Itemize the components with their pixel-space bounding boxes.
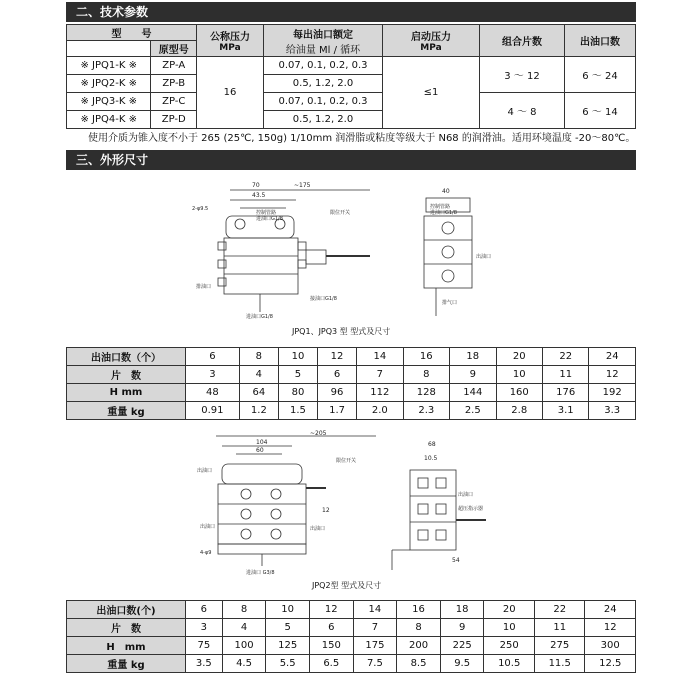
row-label: 重量 kg — [67, 655, 186, 673]
table-cell: 8.5 — [397, 655, 441, 673]
table-cell: 7.5 — [353, 655, 397, 673]
table-cell: 14 — [357, 348, 403, 366]
table-row — [67, 384, 636, 402]
table-row — [67, 619, 636, 637]
cell-combo: 3 ～ 12 — [480, 57, 565, 93]
cell-model: ※ JPQ4-K ※ — [67, 111, 151, 129]
table-cell: 144 — [450, 384, 496, 402]
svg-text:43.5: 43.5 — [252, 192, 266, 199]
table-cell: 6 — [186, 348, 240, 366]
table-cell: 125 — [266, 637, 310, 655]
svg-text:控制管路: 控制管路 — [256, 210, 277, 216]
figure-jpq2 — [196, 430, 496, 582]
table-cell: 3.3 — [589, 402, 636, 420]
table-cell: 12 — [589, 366, 636, 384]
table-cell: 2.3 — [403, 402, 449, 420]
svg-text:接油口G1/8: 接油口G1/8 — [310, 296, 337, 302]
svg-text:出油口: 出油口 — [197, 468, 213, 474]
table-cell: 9.5 — [440, 655, 484, 673]
table-cell: 5 — [278, 366, 317, 384]
cell-combo: 4 ～ 8 — [480, 93, 565, 129]
row-label: 片 数 — [67, 619, 186, 637]
section-title-dimensions: 三、外形尺寸 — [66, 150, 636, 170]
table-cell: 16 — [397, 601, 441, 619]
cell-orig: ZP-D — [151, 111, 197, 129]
table-cell: 225 — [440, 637, 484, 655]
table-cell: 64 — [239, 384, 278, 402]
table-cell: 6 — [318, 366, 357, 384]
th-output: 每出油口额定 给油量 Ml / 循环 — [264, 25, 383, 57]
spec-table-2 — [66, 600, 636, 673]
table-cell: 20 — [496, 348, 542, 366]
table-cell: 3.5 — [186, 655, 223, 673]
table-cell: 12 — [585, 619, 636, 637]
th-model: 型 号 — [67, 25, 197, 41]
table-row — [67, 366, 636, 384]
table-cell: 5.5 — [266, 655, 310, 673]
table-cell: 14 — [353, 601, 397, 619]
cell-orig: ZP-B — [151, 75, 197, 93]
svg-text:限位开关: 限位开关 — [330, 210, 351, 216]
svg-text:排气口: 排气口 — [442, 300, 458, 306]
cell-output: 0.5, 1.2, 2.0 — [264, 111, 383, 129]
row-label: 出油口数（个） — [67, 348, 186, 366]
table-cell: 4.5 — [222, 655, 266, 673]
table-cell: 4 — [239, 366, 278, 384]
svg-text:出油口: 出油口 — [200, 524, 216, 530]
table-cell: 12 — [318, 348, 357, 366]
svg-text:~175: ~175 — [294, 182, 311, 189]
table-cell: 20 — [484, 601, 535, 619]
table-cell: 4 — [222, 619, 266, 637]
table-cell: 8 — [222, 601, 266, 619]
svg-text:40: 40 — [442, 188, 450, 195]
svg-text:60: 60 — [256, 447, 264, 454]
th-orig-model: 原型号 — [151, 41, 197, 57]
table-cell: 22 — [542, 348, 588, 366]
table-cell: 3 — [186, 366, 240, 384]
svg-text:出油口: 出油口 — [476, 254, 492, 260]
row-label: 出油口数(个) — [67, 601, 186, 619]
table-cell: 18 — [450, 348, 496, 366]
table-cell: 1.7 — [318, 402, 357, 420]
svg-text:进油口G1/8: 进油口G1/8 — [256, 216, 283, 222]
svg-text:4-φ9: 4-φ9 — [200, 550, 212, 556]
table-cell: 11 — [534, 619, 585, 637]
table-row — [67, 348, 636, 366]
table-cell: 12 — [309, 601, 353, 619]
table-cell: 7 — [357, 366, 403, 384]
th-outlets: 出油口数 — [565, 25, 636, 57]
table-cell: 250 — [484, 637, 535, 655]
svg-text:排油口: 排油口 — [196, 284, 212, 290]
th-pressure: 公称压力 MPa — [197, 25, 264, 57]
cell-output: 0.07, 0.1, 0.2, 0.3 — [264, 93, 383, 111]
table-cell: 9 — [440, 619, 484, 637]
table-cell: 10 — [496, 366, 542, 384]
svg-text:出油口: 出油口 — [458, 492, 474, 498]
table-cell: 6 — [186, 601, 223, 619]
table-cell: 200 — [397, 637, 441, 655]
table-cell: 128 — [403, 384, 449, 402]
svg-text:68: 68 — [428, 441, 436, 448]
table-row — [67, 655, 636, 673]
table-cell: 5 — [266, 619, 310, 637]
table-cell: 24 — [585, 601, 636, 619]
svg-text:~205: ~205 — [310, 430, 327, 437]
table-cell: 3 — [186, 619, 223, 637]
row-label: 重量 kg — [67, 402, 186, 420]
figure-jpq1-jpq3 — [190, 176, 500, 326]
table-cell: 24 — [589, 348, 636, 366]
table-cell: 10 — [484, 619, 535, 637]
svg-text:出油口: 出油口 — [310, 526, 326, 532]
spec-table-1 — [66, 347, 636, 420]
table-cell: 6.5 — [309, 655, 353, 673]
row-label: H mm — [67, 384, 186, 402]
svg-text:进油口G1/8: 进油口G1/8 — [430, 210, 457, 216]
table-cell: 112 — [357, 384, 403, 402]
cell-orig: ZP-C — [151, 93, 197, 111]
table-cell: 8 — [239, 348, 278, 366]
table-row — [67, 402, 636, 420]
table-cell: 75 — [186, 637, 223, 655]
table-cell: 11.5 — [534, 655, 585, 673]
table-cell: 150 — [309, 637, 353, 655]
cell-outlets: 6 ～ 24 — [565, 57, 636, 93]
table-cell: 160 — [496, 384, 542, 402]
table-cell: 80 — [278, 384, 317, 402]
svg-text:进油口G1/8: 进油口G1/8 — [246, 314, 273, 320]
svg-text:10.5: 10.5 — [424, 455, 438, 462]
table-cell: 10.5 — [484, 655, 535, 673]
svg-text:12: 12 — [322, 507, 330, 514]
table-cell: 1.2 — [239, 402, 278, 420]
svg-text:控制管路: 控制管路 — [430, 204, 451, 210]
cell-output: 0.5, 1.2, 2.0 — [264, 75, 383, 93]
figure-caption-2: JPQ2型 型式及尺寸 — [312, 581, 382, 590]
table-cell: 10 — [278, 348, 317, 366]
table-cell: 3.1 — [542, 402, 588, 420]
section-title-tech: 二、技术参数 — [66, 2, 636, 22]
table-cell: 8 — [403, 366, 449, 384]
table-cell: 22 — [534, 601, 585, 619]
th-start-pressure: 启动压力 MPa — [383, 25, 480, 57]
figure-caption-1: JPQ1、JPQ3 型 型式及尺寸 — [292, 327, 391, 336]
cell-pressure: 16 — [197, 57, 264, 129]
table-cell: 175 — [353, 637, 397, 655]
table-cell: 48 — [186, 384, 240, 402]
table-cell: 8 — [397, 619, 441, 637]
cell-orig: ZP-A — [151, 57, 197, 75]
row-label: 片 数 — [67, 366, 186, 384]
table-cell: 18 — [440, 601, 484, 619]
table-cell: 9 — [450, 366, 496, 384]
table-cell: 2.5 — [450, 402, 496, 420]
table-cell: 10 — [266, 601, 310, 619]
svg-text:2-φ9.5: 2-φ9.5 — [192, 206, 209, 212]
table-cell: 6 — [309, 619, 353, 637]
svg-text:70: 70 — [252, 182, 260, 189]
table-cell: 176 — [542, 384, 588, 402]
table-cell: 2.8 — [496, 402, 542, 420]
table-cell: 100 — [222, 637, 266, 655]
svg-text:54: 54 — [452, 557, 460, 564]
svg-text:超压指示器: 超压指示器 — [458, 506, 484, 512]
cell-start: ≤1 — [383, 57, 480, 129]
cell-outlets: 6 ～ 14 — [565, 93, 636, 129]
cell-model: ※ JPQ3-K ※ — [67, 93, 151, 111]
table-cell: 96 — [318, 384, 357, 402]
svg-text:104: 104 — [256, 439, 268, 446]
table-cell: 12.5 — [585, 655, 636, 673]
tech-params-table — [66, 24, 636, 129]
table-cell: 300 — [585, 637, 636, 655]
svg-text:进油口 G3/8: 进油口 G3/8 — [246, 570, 275, 576]
table-cell: 0.91 — [186, 402, 240, 420]
cell-model: ※ JPQ1-K ※ — [67, 57, 151, 75]
svg-text:限位开关: 限位开关 — [336, 458, 357, 464]
table-cell: 2.0 — [357, 402, 403, 420]
table-cell: 275 — [534, 637, 585, 655]
usage-note: 使用介质为锥入度不小于 265 (25℃, 150g) 1/10mm 润滑脂或粘度等级大于 N68 的润滑油。适用环境温度 -20～80℃。 — [88, 133, 636, 144]
table-cell: 1.5 — [278, 402, 317, 420]
th-combo: 组合片数 — [480, 25, 565, 57]
table-row — [67, 601, 636, 619]
table-cell: 11 — [542, 366, 588, 384]
cell-model: ※ JPQ2-K ※ — [67, 75, 151, 93]
row-label: H mm — [67, 637, 186, 655]
table-cell: 192 — [589, 384, 636, 402]
table-row — [67, 637, 636, 655]
table-cell: 7 — [353, 619, 397, 637]
cell-output: 0.07, 0.1, 0.2, 0.3 — [264, 57, 383, 75]
table-cell: 16 — [403, 348, 449, 366]
